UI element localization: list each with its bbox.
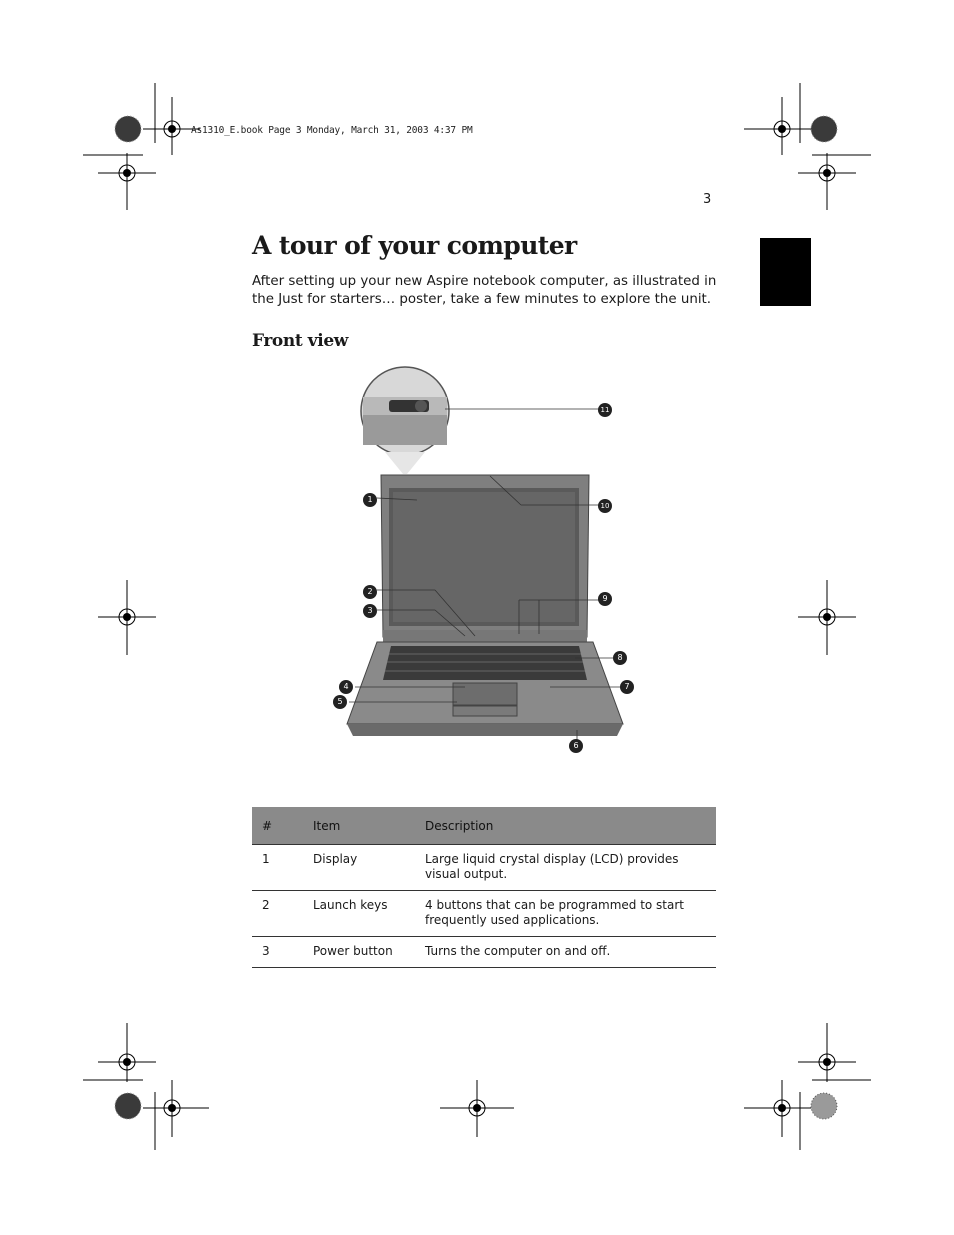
column-header-number: # [252, 807, 303, 845]
row-item: Display [303, 845, 415, 891]
callout-5: 5 [333, 695, 347, 709]
row-item: Power button [303, 937, 415, 968]
page-title: A tour of your computer [252, 231, 577, 260]
intro-paragraph: After setting up your new Aspire notebook computer, as illustrated in the Just for starters… poster, take a few minutes to explore the unit. [252, 274, 717, 307]
row-description: Turns the computer on and off. [415, 937, 716, 968]
callout-7: 7 [620, 680, 634, 694]
chapter-thumb-tab [760, 238, 811, 306]
table-row [252, 845, 716, 891]
print-slug: As1310_E.book Page 3 Monday, March 31, 2003 4:37 PM [191, 125, 473, 136]
callout-3: 3 [363, 604, 377, 618]
section-heading: Front view [252, 331, 348, 351]
table-header-row [252, 807, 716, 845]
table-row [252, 891, 716, 937]
row-number: 1 [252, 845, 303, 891]
row-item: Launch keys [303, 891, 415, 937]
laptop-front-view-figure [325, 352, 645, 762]
callout-11: 11 [598, 403, 612, 417]
column-header-description: Description [415, 807, 716, 845]
row-number: 3 [252, 937, 303, 968]
callout-2: 2 [363, 585, 377, 599]
table-row [252, 937, 716, 968]
callout-4: 4 [339, 680, 353, 694]
page-number: 3 [703, 192, 712, 207]
row-description: 4 buttons that can be programmed to start frequently used applications. [415, 891, 716, 937]
callout-10: 10 [598, 499, 612, 513]
column-header-item: Item [303, 807, 415, 845]
row-description: Large liquid crystal display (LCD) provides visual output. [415, 845, 716, 891]
front-view-table [252, 807, 716, 968]
callout-1: 1 [363, 493, 377, 507]
callout-9: 9 [598, 592, 612, 606]
row-number: 2 [252, 891, 303, 937]
callout-6: 6 [569, 739, 583, 753]
callout-8: 8 [613, 651, 627, 665]
